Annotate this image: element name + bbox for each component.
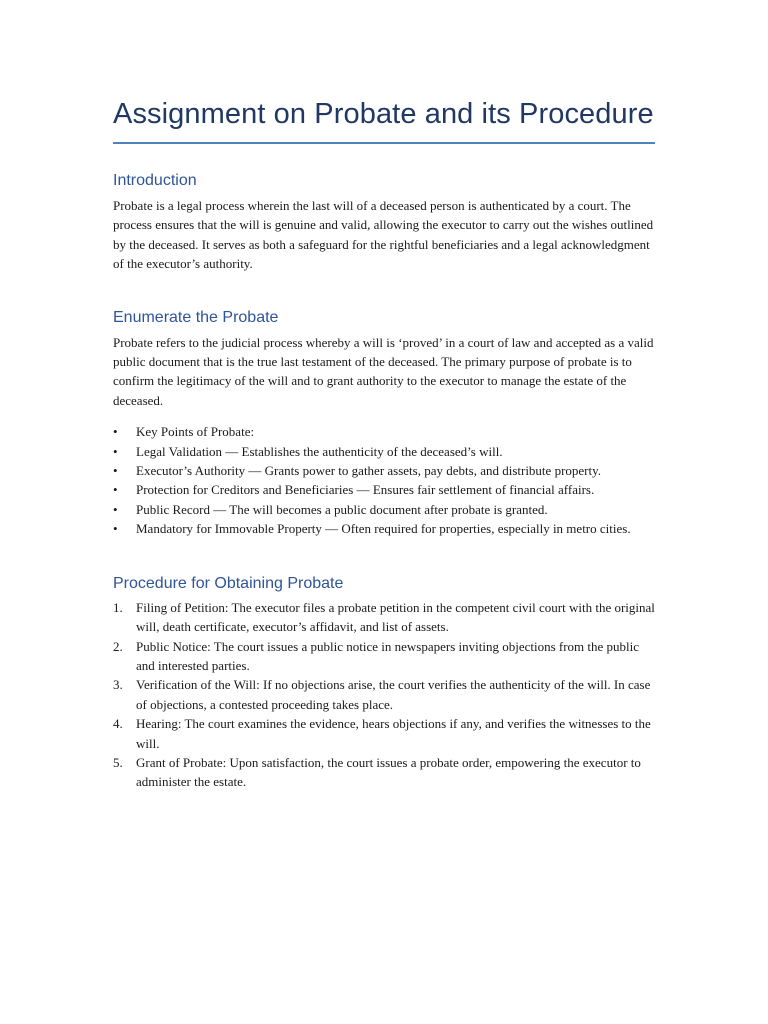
bullet-marker: • — [113, 482, 118, 498]
section-heading-procedure: Procedure for Obtaining Probate — [113, 574, 344, 592]
bullet-list-item — [113, 422, 655, 441]
bullet-marker: • — [113, 521, 118, 537]
step-text: Verification of the Will: If no objections arise, the court verifies the authenticity of the will. In case of objections, a contested proceeding takes place. — [136, 677, 651, 712]
section-enumerate-probate — [113, 307, 655, 539]
step-text: Hearing: The court examines the evidence, hears objections if any, and verifies the witnesses to the will. — [136, 716, 651, 751]
introduction-paragraph: Probate is a legal process wherein the last will of a deceased person is authenticated by a court. The process ensures that the will is genuine and valid, allowing the executor to carry out the wishes outlined by the deceased. It serves as both a safeguard for the rightful beneficiaries and a legal acknowledgment of the executor’s authority. — [113, 198, 654, 272]
section-introduction — [113, 170, 655, 274]
bullet-list-item — [113, 500, 655, 519]
numbered-list-item — [113, 753, 655, 792]
bullet-marker: • — [113, 501, 118, 517]
bullet-text: Key Points of Probate: — [136, 424, 255, 440]
key-points-bullet-list — [113, 422, 655, 538]
bullet-text: Public Record — The will becomes a public document after probate is granted. — [136, 501, 548, 517]
bullet-list-item — [113, 480, 655, 499]
section-heading-enumerate: Enumerate the Probate — [113, 308, 279, 326]
procedure-numbered-list — [113, 598, 655, 792]
bullet-list-item — [113, 442, 655, 461]
numbered-list-item — [113, 598, 655, 637]
step-number: 1. — [113, 599, 123, 615]
bullet-text: Executor’s Authority — Grants power to gather assets, pay debts, and distribute property. — [136, 463, 602, 479]
numbered-list-item — [113, 714, 655, 753]
section-procedure — [113, 573, 655, 792]
bullet-marker: • — [113, 424, 118, 440]
document-content — [113, 94, 655, 792]
numbered-list-item — [113, 675, 655, 714]
title-underline-divider — [113, 142, 655, 144]
section-heading-introduction: Introduction — [113, 172, 197, 189]
bullet-text: Protection for Creditors and Beneficiaries — Ensures fair settlement of financial affairs. — [136, 482, 595, 498]
step-text: Grant of Probate: Upon satisfaction, the court issues a probate order, empowering the executor to administer the estate. — [136, 754, 641, 790]
step-number: 3. — [113, 677, 123, 693]
bullet-marker: • — [113, 443, 118, 459]
bullet-text: Legal Validation — Establishes the authenticity of the deceased’s will. — [136, 443, 503, 459]
step-text: Filing of Petition: The executor files a probate petition in the competent civil court with the original will, death certificate, executor’s affidavit, and list of assets. — [136, 599, 655, 635]
bullet-list-item — [113, 519, 655, 538]
step-number: 2. — [113, 638, 123, 654]
bullet-text: Mandatory for Immovable Property — Often required for properties, especially in metro cities. — [136, 521, 631, 537]
enumerate-paragraph: Probate refers to the judicial process whereby a will is ‘proved’ in a court of law and accepted as a valid public document that is the true last testament of the deceased. The primary purpose of probate is to confirm the legitimacy of the will and to grant authority to the executor to manage the estate of the deceased. — [113, 334, 654, 408]
bullet-marker: • — [113, 463, 118, 479]
step-number: 5. — [113, 754, 123, 770]
document-title: Assignment on Probate and its Procedure — [113, 98, 654, 130]
step-text: Public Notice: The court issues a public notice in newspapers inviting objections from the public and interested parties. — [136, 638, 640, 673]
numbered-list-item — [113, 637, 655, 676]
step-number: 4. — [113, 716, 123, 732]
bullet-list-item — [113, 461, 655, 480]
